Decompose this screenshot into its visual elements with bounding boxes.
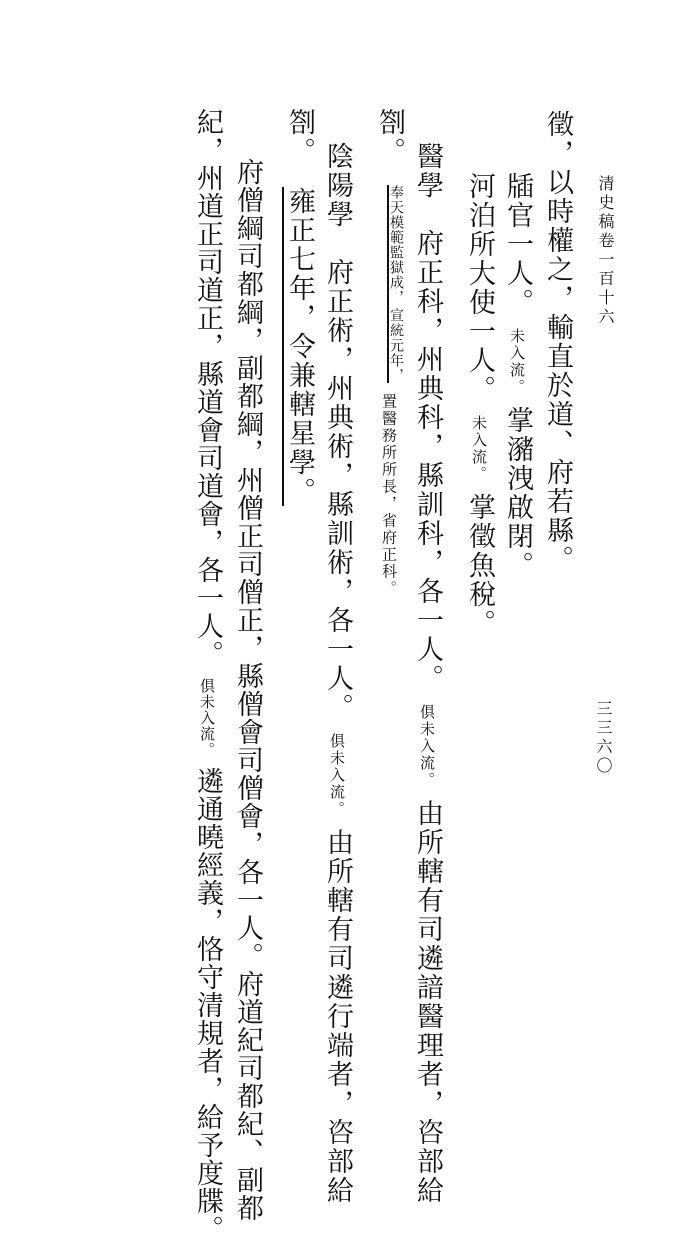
column-2-note: 未入流。 [508, 327, 526, 396]
column-3-text-a: 河泊所大使一人。 [464, 172, 495, 404]
column-9-text-a: 紀，州道正司道正，縣道會司道會，各一人。 [192, 108, 223, 668]
column-5-note-left: 置醫務所所長，省府正科。 [380, 393, 398, 598]
text-column-2 [504, 172, 531, 580]
column-4-text-a: 醫學 府正科，州典科，縣訓科，各一人。 [412, 142, 443, 693]
text-column-5 [376, 108, 403, 597]
column-6-note: 俱未入流。 [328, 732, 346, 818]
column-2-text-b: 掌瀦洩啟閉。 [502, 406, 533, 581]
text-column-7 [286, 108, 313, 506]
text-column-8: 府僧綱司都綱，副都綱，州僧正司僧正，縣僧會司僧會，各一人。府道紀司都紀、副都 [232, 158, 263, 1222]
column-7-text-b: 雍正七年，令兼轄星學。 [284, 186, 315, 506]
column-5-note-right-2: 奉天模範監獄成， [388, 184, 404, 305]
text-column-6 [324, 142, 351, 1205]
column-9-note: 俱未入流。 [198, 677, 216, 758]
column-3-text-b: 掌徵魚稅。 [464, 493, 495, 639]
page-number: 三三六〇 [594, 700, 613, 776]
running-title: 清史稿卷一百十六 [596, 175, 615, 327]
text-column-1: 徵，以時權之，輸直於道、府若縣。 [542, 110, 573, 574]
column-7-text-a: 劄。 [284, 108, 315, 166]
column-5-text-a: 劄。 [374, 108, 405, 166]
text-column-4 [414, 142, 441, 1205]
column-6-text-a: 陰陽學 府正術，州典術，縣訓術，各一人。 [322, 142, 353, 722]
text-column-3 [466, 172, 493, 638]
column-2-text-a: 牐官一人。 [502, 172, 533, 317]
column-4-note: 俱未入流。 [418, 703, 436, 789]
column-3-note: 未入流。 [470, 414, 488, 483]
text-column-9 [194, 108, 221, 1243]
column-5-note-right: 宣統元年， [388, 307, 404, 383]
column-4-text-b: 由所轄有司遴諳醫理者，咨部給 [412, 799, 443, 1206]
column-6-text-b: 由所轄有司遴行端者，咨部給 [322, 828, 353, 1206]
column-9-text-b: 遴通曉經義，恪守清規者，給予度牒。 [192, 767, 223, 1243]
column-5-double-note [387, 185, 403, 383]
